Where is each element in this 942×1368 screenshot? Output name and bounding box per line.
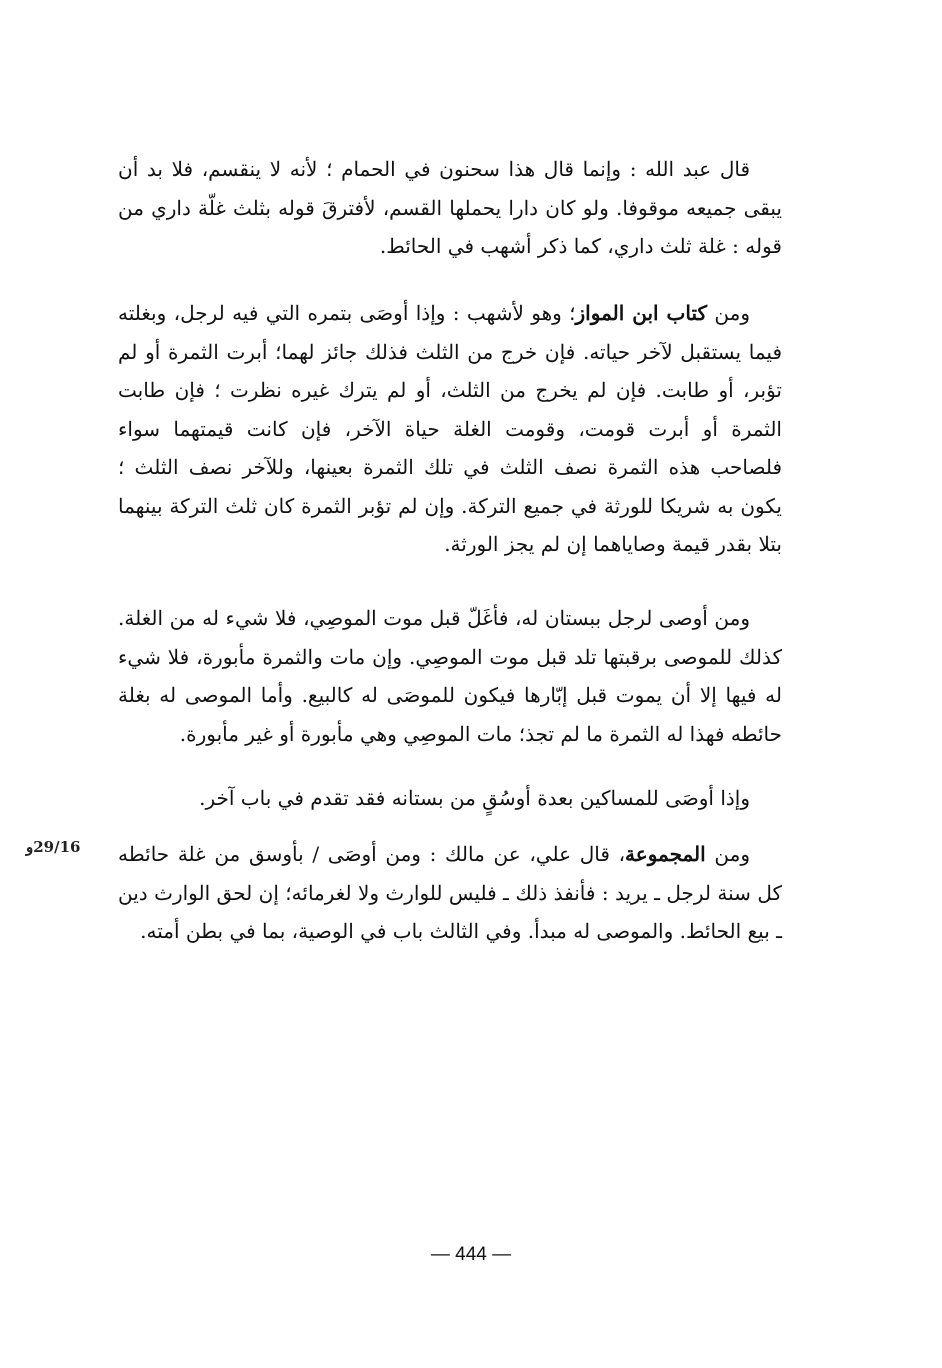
source-title-ibn-al-mawaz: كتاب ابن المواز bbox=[575, 301, 708, 325]
page-number: — 444 — bbox=[430, 1244, 512, 1265]
paragraph-5 bbox=[118, 835, 782, 951]
manuscript-folio-reference: 29/16و bbox=[26, 838, 81, 856]
paragraph-3: ومن أوصى لرجل ببستان له، فأغَلّ قبل موت الموصِي، فلا شيء له من الغلة. كذلك للموصى برقبتها تلد قبل موت الموصِي. وإن مات والثمرة مأبورة، فلا شيء له فيها إلا أن يموت قبل إبّارها فيكون للموصَى له كالبيع. وأما الموصى له بغلة حائطه فهذا له الثمرة ما لم تجذ؛ مات الموصِي وهي مأبورة أو غير مأبورة. bbox=[118, 606, 782, 746]
paragraph-5-body: ، قال علي، عن مالك : ومن أوصَى / بأوسق من غلة حائطه كل سنة لرجل ـ يريد : فأنفذ ذلك ـ فليس للوارث ولا لغرمائه؛ إن لحق الوارث دين ـ بيع الحائط. والموصى له مبدأ. وفي الثالث باب في الوصية، بما في بطن أمته. bbox=[118, 842, 782, 943]
paragraph-5-lead: ومن bbox=[705, 842, 750, 866]
paragraph-2-body: ؛ وهو لأشهب : وإذا أوصَى بتمره التي فيه لرجل، وبغلته فيما يستقبل لآخر حياته. فإن خرج من الثلث فذلك جائز لهما؛ أبرت الثمرة أو لم تؤبر، أو طابت. فإن لم يخرج من الثلث، أو لم يترك غيره نظرت ؛ فإن طابت الثمرة أو أبرت قومت، وقومت الغلة حياة الآخر، فإن كانت قيمتهما سواء فلصاحب هذه الثمرة نصف الثلث في تلك الثمرة بعينها، وللآخر نصف الثلث ؛ يكون به شريكا للورثة في جميع التركة. وإن لم تؤبر الثمرة كان ثلث التركة بينهما بتلا بقدر قيمة وصاياهما إن لم يجز الورثة. bbox=[118, 301, 782, 556]
paragraph-1: قال عبد الله : وإنما قال هذا سحنون في الحمام ؛ لأنه لا ينقسم، فلا بد أن يبقى جميعه موقوفا. ولو كان دارا يحملها القسم، لأفترقَ قوله بثلث غلّة داري من قوله : غلة ثلث داري، كما ذكر أشهب في الحائط. bbox=[118, 157, 782, 258]
paragraph-4: وإذا أوصَى للمساكين بعدة أوسُقٍ من بستانه فقد تقدم في باب آخر. bbox=[199, 786, 750, 810]
paragraph-2-lead: ومن bbox=[707, 301, 751, 325]
paragraph-2 bbox=[118, 294, 782, 564]
source-title-al-majmuaa: المجموعة bbox=[625, 842, 706, 866]
